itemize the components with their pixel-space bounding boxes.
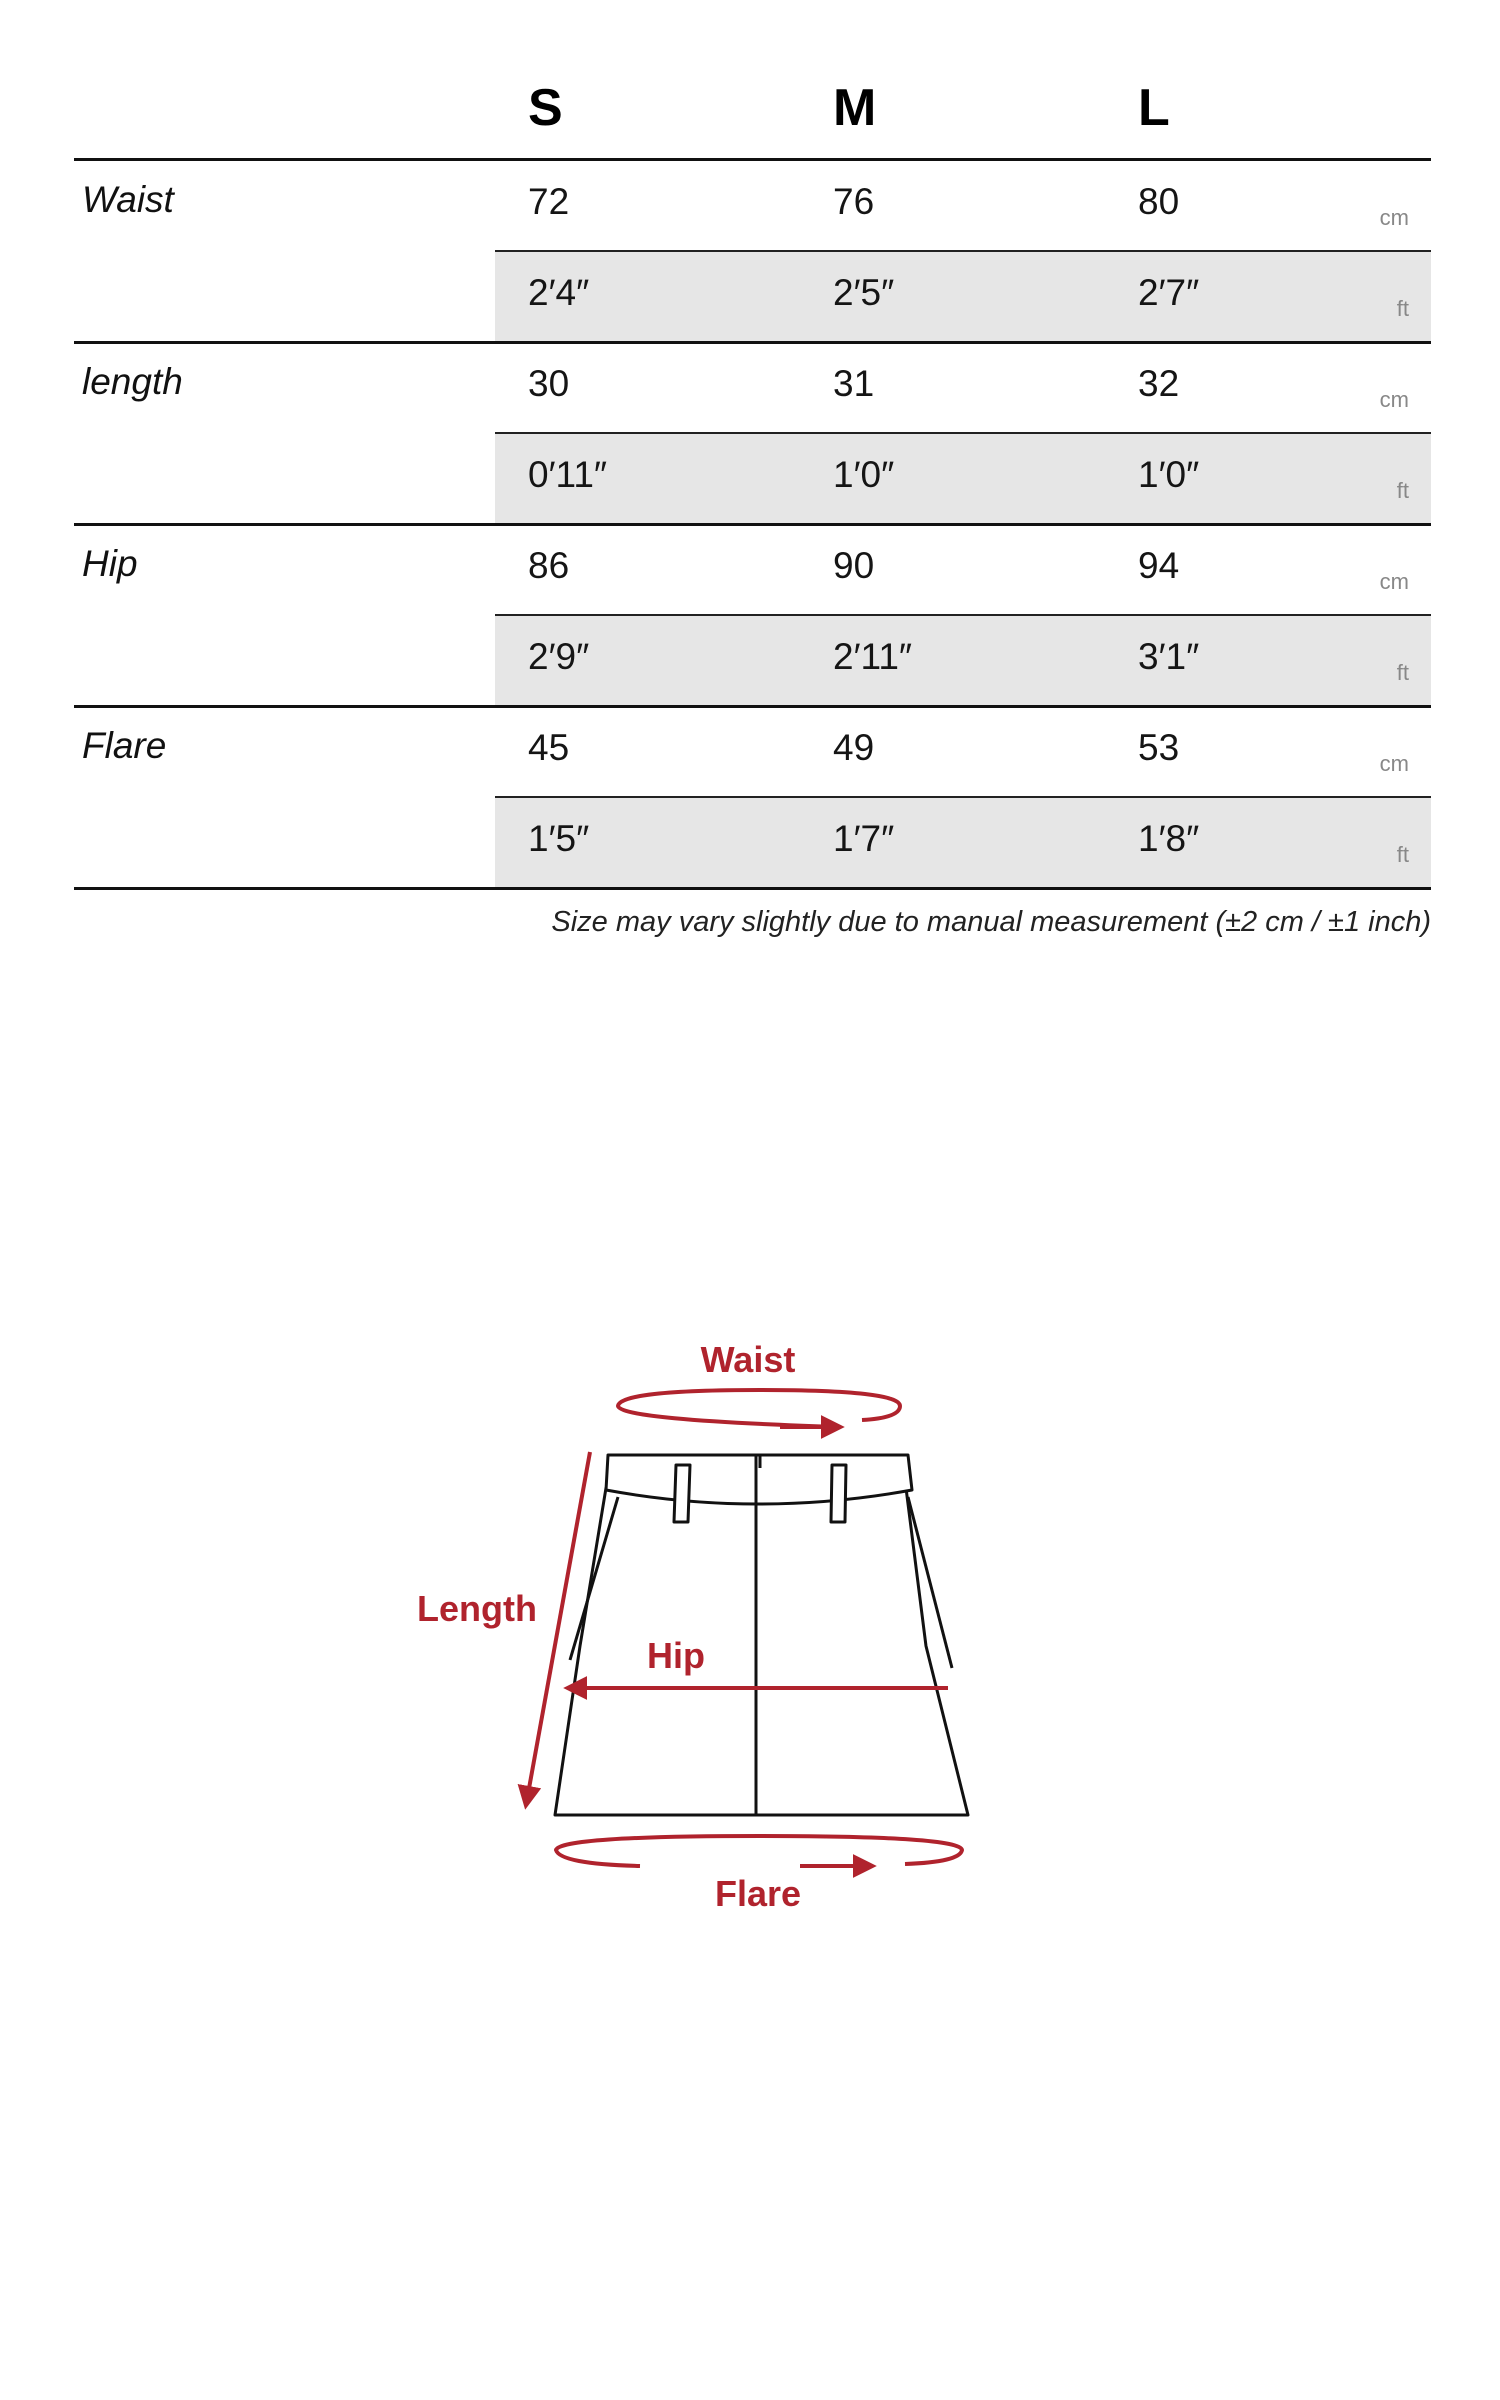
value-cell: 94 — [1138, 545, 1180, 586]
metric-row — [495, 525, 1431, 614]
waist-arrow-icon — [618, 1390, 900, 1427]
unit-label: ft — [1396, 478, 1409, 503]
unit-label: cm — [1379, 569, 1409, 594]
size-header-l: L — [1138, 79, 1170, 137]
unit-label: cm — [1379, 387, 1409, 412]
belt-loop-left — [674, 1465, 690, 1522]
waist-label: Waist — [700, 1339, 796, 1380]
value-cell: 49 — [833, 727, 875, 768]
flare-label: Flare — [714, 1873, 802, 1914]
value-cell: 32 — [1138, 363, 1180, 404]
value-cell: 86 — [528, 545, 570, 586]
belt-loop-right — [831, 1465, 846, 1522]
value-cell: 2′9″ — [528, 636, 590, 677]
length-label: Length — [417, 1588, 537, 1629]
value-cell: 45 — [528, 727, 570, 768]
metric-row — [495, 161, 1431, 250]
measurement-label: Waist — [82, 179, 174, 220]
skirt-body — [555, 1488, 968, 1815]
hip-label: Hip — [647, 1635, 705, 1676]
metric-row — [495, 707, 1431, 796]
flare-arrow-icon — [556, 1836, 962, 1866]
value-cell: 1′5″ — [528, 818, 590, 859]
table-bottom-divider — [74, 887, 1431, 890]
imperial-row — [495, 434, 1431, 523]
value-cell: 3′1″ — [1138, 636, 1200, 677]
value-cell: 30 — [528, 363, 570, 404]
value-cell: 0′11″ — [528, 454, 608, 495]
value-cell: 1′7″ — [833, 818, 895, 859]
metric-row — [495, 343, 1431, 432]
skirt-outline-icon — [555, 1455, 968, 1815]
imperial-row — [495, 798, 1431, 887]
unit-label: ft — [1396, 842, 1409, 867]
measurement-label: Hip — [82, 543, 138, 584]
value-cell: 76 — [833, 181, 875, 222]
imperial-row — [495, 616, 1431, 705]
value-cell: 90 — [833, 545, 875, 586]
size-table — [74, 0, 1431, 889]
value-cell: 80 — [1138, 181, 1180, 222]
size-header-m: M — [833, 79, 877, 137]
measurement-group-length — [74, 343, 1431, 525]
row-divider — [495, 250, 1431, 252]
unit-label: cm — [1379, 205, 1409, 230]
unit-label: ft — [1396, 660, 1409, 685]
measurement-note: Size may vary slightly due to manual measurement (±2 cm / ±1 inch) — [551, 906, 1431, 938]
unit-label: cm — [1379, 751, 1409, 776]
value-cell: 72 — [528, 181, 570, 222]
value-cell: 1′8″ — [1138, 818, 1200, 859]
value-cell: 53 — [1138, 727, 1180, 768]
value-cell: 2′7″ — [1138, 272, 1200, 313]
imperial-row — [495, 252, 1431, 341]
row-divider — [495, 432, 1431, 434]
measurement-label: Flare — [82, 725, 167, 766]
value-cell: 2′11″ — [833, 636, 913, 677]
value-cell: 2′5″ — [833, 272, 895, 313]
row-divider — [495, 796, 1431, 798]
value-cell: 2′4″ — [528, 272, 590, 313]
measurement-label: length — [82, 361, 183, 402]
skirt-measurement-diagram — [0, 1300, 1500, 1940]
row-divider — [495, 614, 1431, 616]
size-header-row — [74, 0, 1431, 161]
value-cell: 1′0″ — [833, 454, 895, 495]
measurement-group-flare — [74, 707, 1431, 889]
measurement-group-hip — [74, 525, 1431, 707]
unit-label: ft — [1396, 296, 1409, 321]
value-cell: 31 — [833, 363, 875, 404]
value-cell: 1′0″ — [1138, 454, 1200, 495]
size-header-s: S — [528, 79, 563, 137]
measurement-group-waist — [74, 161, 1431, 343]
